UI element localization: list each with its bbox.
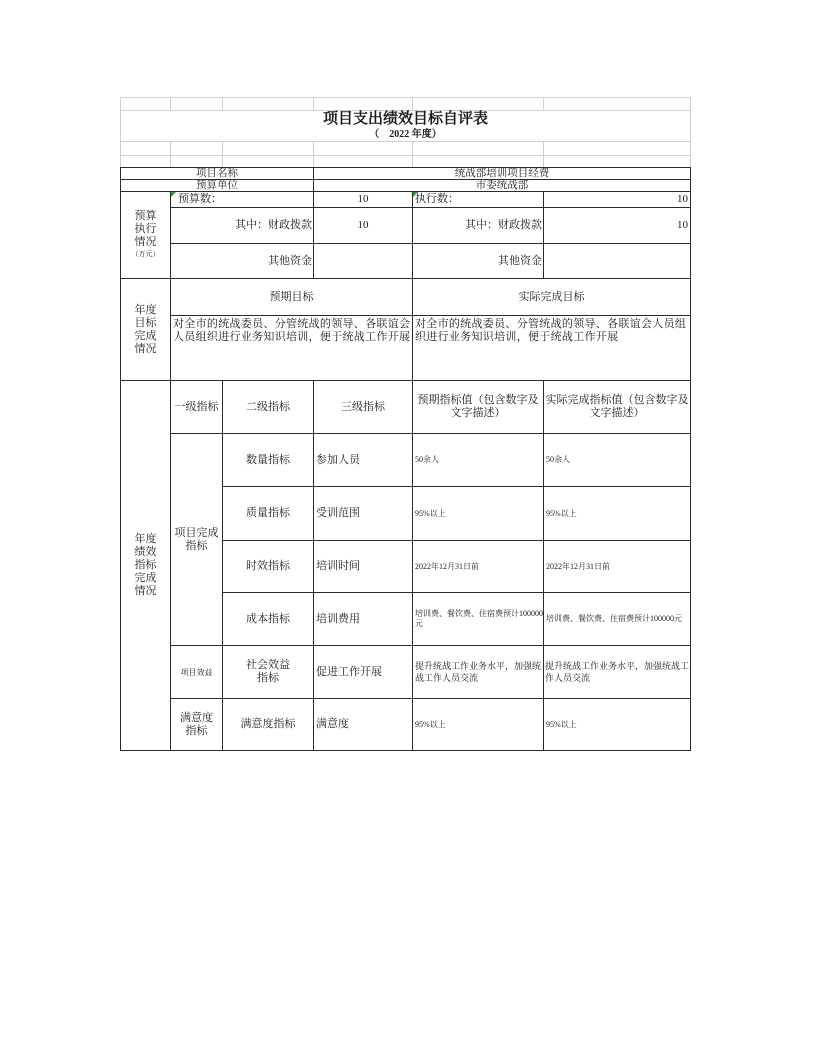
- actual-goal-text: 对全市的统战委员、分管统战的领导、各联谊会人员组织进行业务知识培训，便于统战工作开展: [412, 315, 691, 381]
- row-level2: [222, 645, 314, 699]
- cell-marker-icon: [413, 192, 418, 197]
- cell-marker-icon: [171, 192, 176, 197]
- header-level1: 一级指标: [170, 380, 223, 434]
- row-expected-value: 95%以上: [412, 486, 544, 541]
- row-actual-value: 50余人: [543, 433, 691, 487]
- other-funds-executed: [543, 243, 691, 279]
- sheet-gridline: [120, 155, 691, 156]
- row-level3: 满意度: [313, 698, 413, 751]
- row-level3: 受训范围: [313, 486, 413, 541]
- budget-unit-value: 市委统战部: [313, 179, 691, 192]
- row-level3: 培训费用: [313, 592, 413, 646]
- group-level1-completion: [170, 433, 223, 646]
- group-level1-satisfaction: [170, 698, 223, 751]
- planned-budget-label: 预算数：: [170, 191, 314, 208]
- row-expected-value: 培训费、餐饮费、住宿费预计100000元: [412, 592, 544, 646]
- budget-unit-label: 预算单位: [120, 179, 314, 192]
- sheet-gridline: [120, 97, 691, 98]
- row-level3: 培训时间: [313, 540, 413, 593]
- project-name-label: 项目名称: [120, 167, 314, 180]
- expected-goal-text: 对全市的统战委员、分管统战的领导、各联谊会人员组织进行业务知识培训，便于统战工作开展: [170, 315, 413, 381]
- sheet-gridline: [170, 141, 171, 168]
- sheet-gridline: [543, 141, 544, 168]
- row-level3: 促进工作开展: [313, 645, 413, 699]
- row-expected-value: 2022年12月31日前: [412, 540, 544, 593]
- fiscal-allocation-label: 其中：财政拨款: [170, 207, 314, 244]
- row-actual-value: 95%以上: [543, 486, 691, 541]
- planned-budget-value: 10: [313, 191, 413, 208]
- group-level1-benefit: 项目效益: [170, 645, 223, 699]
- group-level1-label: 项目完成指标: [174, 526, 219, 552]
- sheet-gridline: [222, 97, 223, 111]
- sheet-gridline: [313, 141, 314, 168]
- goals-section-title: 年度目标完成情况: [134, 303, 157, 355]
- other-funds-planned: [313, 243, 413, 279]
- sheet-gridline: [170, 97, 171, 111]
- goals-section-label: [120, 278, 171, 381]
- row-level2: 时效指标: [222, 540, 314, 593]
- row-actual-value: 提升统战工作业务水平，加强统战工作人员交流: [543, 645, 691, 699]
- fiscal-year: （ 2022 年度）: [369, 129, 442, 140]
- row-actual-value: 2022年12月31日前: [543, 540, 691, 593]
- header-level2: 二级指标: [222, 380, 314, 434]
- row-expected-value: 提升统战工作业务水平，加强统战工作人员交流: [412, 645, 544, 699]
- actual-goal-header: 实际完成目标: [412, 278, 691, 316]
- expected-goal-header: 预期目标: [170, 278, 413, 316]
- header-actual-value: 实际完成指标值（包含数字及文字描述）: [543, 380, 691, 434]
- executed-budget-value: 10: [543, 191, 691, 208]
- row-actual-value: 95%以上: [543, 698, 691, 751]
- row-level2: 成本指标: [222, 592, 314, 646]
- row-level2: 数量指标: [222, 433, 314, 487]
- row-level2-label: 社会效益指标: [246, 659, 290, 684]
- group-level1-label: 满意度指标: [180, 711, 213, 737]
- row-expected-value: 50余人: [412, 433, 544, 487]
- sheet-gridline: [543, 97, 544, 111]
- indicators-section-title: 年度绩效指标完成情况: [134, 533, 157, 597]
- budget-section-label-block: [132, 210, 160, 260]
- budget-section-title: 预算执行情况: [134, 210, 157, 248]
- fiscal-allocation-executed: 10: [543, 207, 691, 244]
- sheet-gridline: [313, 97, 314, 111]
- header-expected-value: 预期指标值（包含数字及文字描述）: [412, 380, 544, 434]
- executed-budget-label: 执行数：: [412, 191, 544, 208]
- fiscal-allocation-executed-label: 其中：财政拨款: [412, 207, 544, 244]
- row-actual-value: 培训费、餐饮费、住宿费预计100000元: [543, 592, 691, 646]
- row-expected-value: 95%以上: [412, 698, 544, 751]
- sheet-gridline: [412, 97, 413, 111]
- other-funds-label: 其他资金: [170, 243, 314, 279]
- sheet-gridline: [120, 141, 691, 142]
- budget-section-label: [120, 191, 171, 279]
- budget-section-unit: （万元）: [131, 250, 160, 258]
- sheet-gridline: [412, 141, 413, 168]
- header-level3: 三级指标: [313, 380, 413, 434]
- row-level2: 满意度指标: [222, 698, 314, 751]
- project-name-value: 统战部培训项目经费: [313, 167, 691, 180]
- row-level2: 质量指标: [222, 486, 314, 541]
- sheet-gridline: [222, 141, 223, 168]
- other-funds-executed-label: 其他资金: [412, 243, 544, 279]
- page-title: 项目支出绩效目标自评表: [322, 111, 488, 127]
- row-level3: 参加人员: [313, 433, 413, 487]
- indicators-section-label: [120, 380, 171, 751]
- fiscal-allocation-planned: 10: [313, 207, 413, 244]
